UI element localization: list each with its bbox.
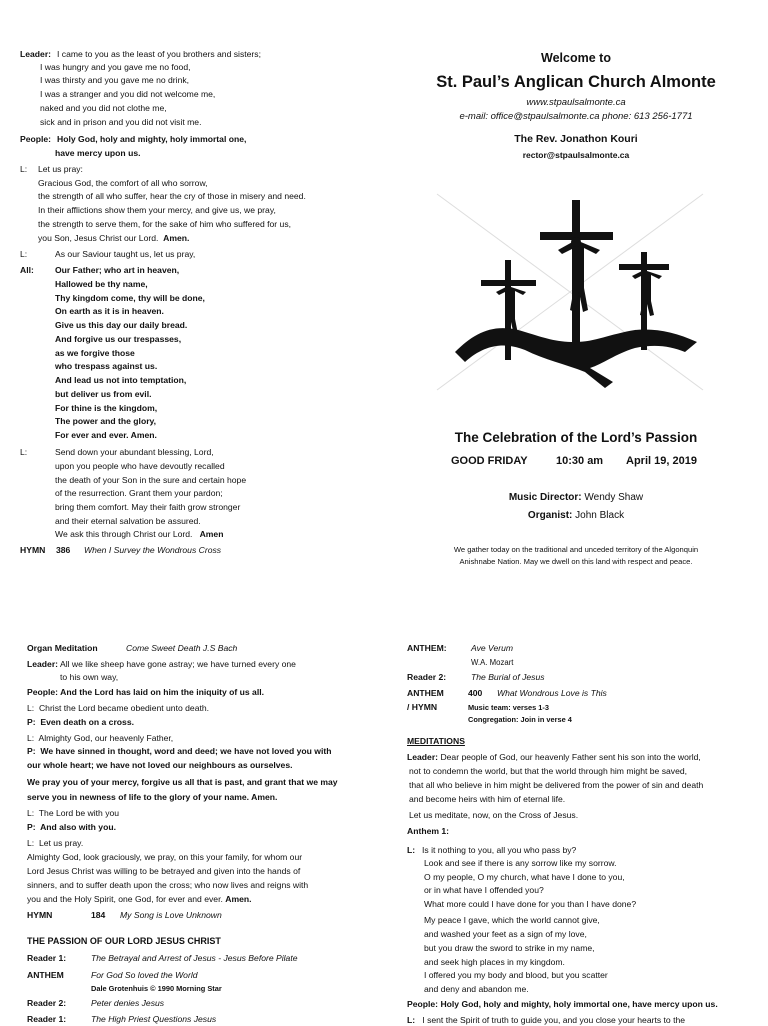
all-label: All: [20, 265, 34, 275]
collect-line: Lord Jesus Christ was willing to be betrayed and given into the hands of [27, 866, 301, 876]
reproach-line: L: I sent the Spirit of truth to guide you, and you close your hearts to the [407, 1015, 686, 1025]
lords-prayer-line: Hallowed be thy name, [55, 279, 148, 289]
versicle: L: Almighty God, our heavenly Father, [27, 733, 174, 743]
anthem-hymn-label: ANTHEM [407, 688, 444, 698]
contact-line: e-mail: office@stpaulsalmonte.ca phone: 613 256-1771 [459, 111, 693, 122]
anthem-composer: W.A. Mozart [471, 658, 514, 667]
rector-name: The Rev. Jonathon Kouri [514, 133, 638, 145]
lords-prayer-line: but deliver us from evil. [55, 389, 152, 399]
prayer-line: the strength to serve them, for the sake of him who suffered for us, [38, 219, 292, 229]
prayer-line: Gracious God, the comfort of all who sorrow, [38, 178, 208, 188]
hymn-title: When I Survey the Wondrous Cross [84, 545, 222, 555]
blessing-line: Send down your abundant blessing, Lord, [55, 447, 214, 457]
people-label: People: [20, 134, 52, 144]
amen: Amen. [163, 233, 190, 243]
leader-line: Leader: Dear people of God, our heavenly Father sent his son into the world, [407, 752, 701, 762]
organ-label: Organ Meditation [27, 643, 98, 653]
people-line: People: And the Lord has laid on him the iniquity of us all. [27, 687, 264, 697]
leader-line: I was hungry and you gave me no food, [40, 62, 191, 72]
lords-prayer-line: Our Father; who art in heaven, [55, 265, 180, 275]
leader-line: to his own way, [60, 672, 119, 682]
blessing-line: the death of your Son in the sure and certain hope [55, 475, 247, 485]
collect-line: sinners, and to suffer death upon the cross; who now lives and reigns with [27, 880, 309, 890]
organist: Organist: John Black [527, 510, 625, 521]
music-director: Music Director: Wendy Shaw [508, 492, 644, 503]
anthem-1-label: Anthem 1: [407, 826, 450, 836]
blessing-line: upon you people who have devoutly recalled [55, 461, 225, 471]
service-title: The Celebration of the Lord’s Passion [454, 430, 698, 445]
reproach-line: O my people, O my church, what have I done to you, [424, 872, 625, 882]
people-line: Holy God, holy and mighty, holy immortal one, [57, 134, 247, 144]
l-label: L: [407, 845, 416, 855]
reader-label: Reader 1: [27, 953, 67, 963]
hymn-number: 386 [56, 545, 71, 555]
blessing-line: We ask this through Christ our Lord. Amen [55, 529, 224, 539]
blessing-line: and their eternal salvation be assured. [55, 516, 201, 526]
hymn-title: My Song is Love Unknown [120, 910, 222, 920]
reading-title: The High Priest Questions Jesus [91, 1014, 217, 1024]
cross-center [540, 200, 613, 362]
reader-label: Reader 1: [27, 1014, 67, 1024]
l-label: L: [20, 164, 28, 174]
land-acknowledgement: We gather today on the traditional and unceded territory of the Algonquin [453, 545, 699, 554]
blessing-line: of the resurrection. Grant them your pardon; [55, 488, 223, 498]
service-date: April 19, 2019 [626, 455, 697, 467]
reproach-line: I offered you my body and blood, but you scatter [424, 970, 608, 980]
website: www.stpaulsalmonte.ca [526, 97, 626, 108]
prayer-intro: As our Saviour taught us, let us pray, [55, 249, 196, 259]
lords-prayer-line: And lead us not into temptation, [55, 375, 187, 385]
reader-label: Reader 2: [27, 998, 67, 1008]
confession-line: serve you in newness of life to the glory of your name. Amen. [27, 792, 278, 802]
prayer-line: you Son, Jesus Christ our Lord. Amen. [38, 233, 190, 243]
lords-prayer-line: Thy kingdom come, thy will be done, [55, 293, 205, 303]
anthem-credit: Dale Grotenhuis © 1990 Morning Star [91, 984, 222, 993]
response: P: And also with you. [27, 822, 116, 832]
hymn-label: HYMN [27, 910, 53, 920]
crucifixion-illustration [435, 192, 705, 392]
leader-line: I came to you as the least of you brothers and sisters; [57, 49, 261, 59]
l-label: L: [20, 447, 28, 457]
people-line: People: Holy God, holy and mighty, holy immortal one, have mercy upon us. [407, 999, 718, 1009]
church-name: St. Paul’s Anglican Church Almonte [436, 73, 716, 91]
prayer-heading: Let us pray: [38, 164, 83, 174]
anthem-label: ANTHEM: [407, 643, 447, 653]
leader-line: not to condemn the world, but that the world through him might be saved, [409, 766, 688, 776]
leader-line: naked and you did not clothe me, [40, 103, 167, 113]
hymn-number: 184 [91, 910, 106, 920]
amen: Amen [199, 529, 224, 539]
hymn-title: What Wondrous Love is This [497, 688, 607, 698]
hymn-label: HYMN [20, 545, 46, 555]
lords-prayer-line: On earth as it is in heaven. [55, 306, 164, 316]
lords-prayer-line: The power and the glory, [55, 416, 157, 426]
reproach-line: and seek high places in my kingdom. [424, 957, 565, 967]
reading-title: Peter denies Jesus [91, 998, 165, 1008]
anthem-title: Ave Verum [471, 643, 514, 653]
lords-prayer-line: Give us this day our daily bread. [55, 320, 188, 330]
blessing-line: bring them comfort. May their faith grow stronger [55, 502, 241, 512]
reproach-line: but you draw the sword to strike in my name, [424, 943, 595, 953]
lords-prayer-line: And forgive us our trespasses, [55, 334, 182, 344]
reproach-line: My peace I gave, which the world cannot give, [424, 915, 600, 925]
reading-title: The Betrayal and Arrest of Jesus - Jesus Before Pilate [91, 953, 298, 963]
reproach-line: or in what have I offended you? [424, 885, 544, 895]
reader-label: Reader 2: [407, 672, 447, 682]
leader-label: Leader: [20, 49, 52, 59]
confession-line: We pray you of your mercy, forgive us all that is past, and grant that we may [27, 777, 338, 787]
organ-title: Come Sweet Death J.S Bach [126, 643, 238, 653]
reproach-line: and washed your feet as a sign of my love, [424, 929, 587, 939]
prayer-line: In their afflictions show them your mercy, and give us, we pray, [38, 205, 276, 215]
music-team-note: Music team: verses 1-3 [468, 703, 549, 712]
congregation-note: Congregation: Join in verse 4 [468, 715, 572, 724]
leader-line: sick and in prison and you did not visit me. [40, 117, 202, 127]
prayer-line: the strength of all who suffer, hear the cry of those in misery and need. [38, 191, 306, 201]
versicle: L: Christ the Lord became obedient unto death. [27, 703, 210, 713]
anthem-label: ANTHEM [27, 970, 64, 980]
collect-line: you and the Holy Spirit, one God, for ever and ever. Amen. [27, 894, 252, 904]
lords-prayer-line: as we forgive those [55, 348, 135, 358]
leader-line: Leader: All we like sheep have gone astray; we have turned every one [27, 659, 296, 669]
lords-prayer-line: For ever and ever. Amen. [55, 430, 157, 440]
land-acknowledgement: Anishnabe Nation. May we dwell on this land with respect and peace. [459, 557, 693, 566]
passion-heading: THE PASSION OF OUR LORD JESUS CHRIST [27, 936, 221, 946]
lords-prayer-line: For thine is the kingdom, [55, 403, 158, 413]
l-label: L: [20, 249, 28, 259]
anthem-title: For God So loved the World [91, 970, 198, 980]
reproach-line: What more could I have done for you than I have done? [424, 899, 637, 909]
confession-line: P: We have sinned in thought, word and deed; we have not loved you with [27, 746, 332, 756]
hymn-number: 400 [468, 688, 483, 698]
meditations-heading: MEDITATIONS [407, 736, 465, 746]
versicle: L: The Lord be with you [27, 808, 120, 818]
anthem-hymn-label: / HYMN [407, 702, 438, 712]
confession-line: our whole heart; we have not loved our neighbours as ourselves. [27, 760, 293, 770]
versicle: L: Let us pray. [27, 838, 84, 848]
reproach-line: Is it nothing to you, all you who pass by? [422, 845, 577, 855]
reproach-line: Look and see if there is any sorrow like my sorrow. [424, 858, 617, 868]
service-time: 10:30 am [556, 455, 604, 467]
rector-email: rector@stpaulsalmonte.ca [522, 150, 630, 160]
meditate-line: Let us meditate, now, on the Cross of Jesus. [409, 810, 579, 820]
collect-line: Almighty God, look graciously, we pray, on this your family, for whom our [27, 852, 303, 862]
people-line: have mercy upon us. [55, 148, 141, 158]
reproach-line: and deny and abandon me. [424, 984, 529, 994]
reading-title: The Burial of Jesus [471, 672, 545, 682]
leader-line: I was a stranger and you did not welcome me, [40, 89, 216, 99]
leader-line: I was thirsty and you gave me no drink, [40, 75, 190, 85]
leader-line: and become heirs with him of eternal life. [409, 794, 566, 804]
welcome-heading: Welcome to [541, 51, 611, 65]
leader-line: that all who believe in him might be delivered from the power of sin and death [409, 780, 704, 790]
service-day: GOOD FRIDAY [451, 455, 528, 467]
response: P: Even death on a cross. [27, 717, 134, 727]
lords-prayer-line: who trespass against us. [55, 361, 158, 371]
